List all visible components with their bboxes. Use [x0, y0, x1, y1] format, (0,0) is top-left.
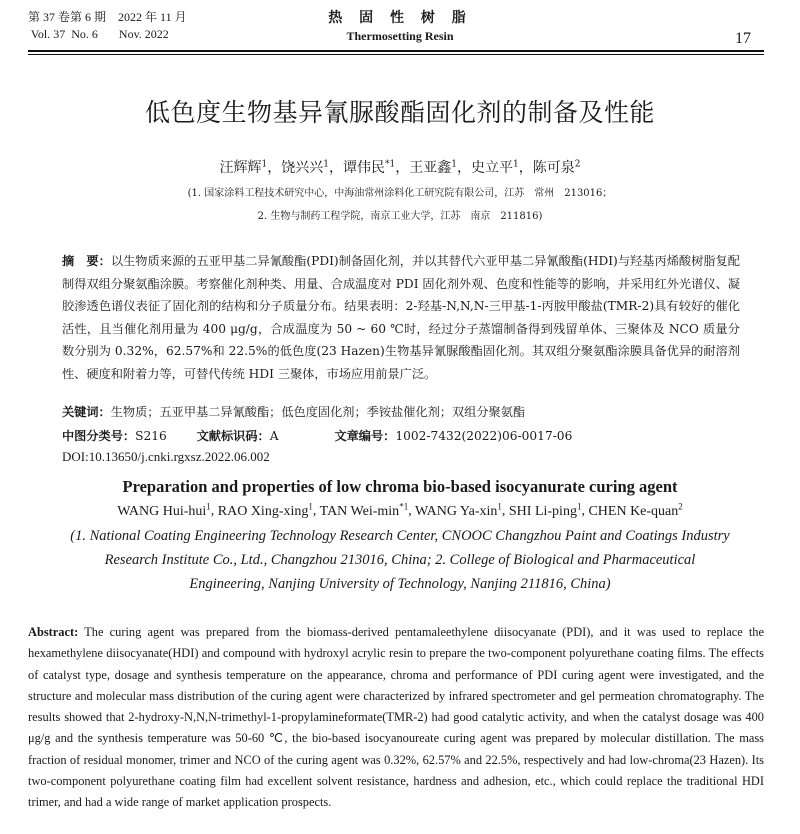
doi[interactable]: DOI:10.13650/j.cnki.rgxsz.2022.06.002	[62, 449, 270, 464]
journal-name-cn: 热 固 性 树 脂	[328, 10, 472, 26]
author-name: TAN Wei-min	[319, 503, 400, 519]
author-separator: ,	[408, 503, 415, 519]
article-no-value: 1002-7432(2022)06-0017-06	[395, 429, 573, 443]
author-affiliation-mark: 1	[576, 501, 582, 511]
author	[414, 501, 502, 519]
affiliation-cn-1: (1. 国家涂料工程技术研究中心，中海油常州涂料化工研究院有限公司，江苏 常州 213016；	[187, 188, 613, 199]
author-name: 汪辉辉	[219, 160, 262, 176]
author-affiliation-mark: 1	[308, 501, 313, 511]
author	[281, 160, 329, 176]
affiliations-en	[0, 524, 800, 596]
author-list-en	[0, 501, 800, 520]
date-cn: 2022 年 11 月	[118, 10, 187, 24]
clc-label: 中图分类号：	[62, 429, 136, 443]
abstract-en-label: Abstract:	[28, 625, 79, 639]
abstract-cn	[62, 250, 740, 386]
clc-value: S216	[135, 429, 167, 443]
author-affiliation-mark: 1	[323, 159, 330, 170]
author-separator: ，	[456, 160, 471, 176]
author-affiliation-mark: 1	[451, 159, 457, 170]
article-title-en: Preparation and properties of low chroma bio-based isocyanurate curing agent	[122, 477, 678, 496]
doc-code-label: 文献标识码：	[196, 429, 270, 443]
keywords-label: 关键词：	[62, 405, 111, 419]
author-affiliation-mark: 2	[678, 501, 683, 511]
author-affiliation-mark: 1	[512, 159, 519, 170]
header-rule-thin	[28, 54, 764, 55]
author	[343, 160, 395, 176]
author-affiliation-mark: 1	[497, 501, 502, 511]
author-separator: ,	[501, 503, 509, 519]
author-name: RAO Xing-xing	[217, 503, 309, 519]
abstract-en	[28, 622, 764, 814]
article-title-cn: 低色度生物基异氰脲酸酯固化剂的制备及性能	[144, 98, 655, 127]
author-name: SHI Li-ping	[508, 503, 577, 519]
abstract-en-text: The curing agent was prepared from the biomass-derived pentamaleethylene diisocyanate (PDI), and it was used to replace the hexamethylene diisocyanate(HDI) and compound with hydroxyl acrylic resin to prepare the two-component polyurethane coating films. The effects of catalyst type, dosage and synthesis temperature on the appearance, chroma and performance of PDI curing agent were investigated, and the structure and molecular mass distribution of the curing agent were characterized by infrared spectrometer and gel permeation chromatography. The results showed that 2-hydroxy-N,N,N-trimethyl-1-propylamineformate(TMR-2) had good catalytic activity, and when the catalyst dosage was 400 μg/g and the synthesis temperature was 50-60 ℃, the bio-based isocyanoureate curing agent was prepared by molecular distillation. The mass fraction of residual monomer, trimer and NCO of the curing agent was 0.32%, 62.57% and 22.5%, respectively and had low-chroma(23 Hazen). Its two-component polyurethane coating film had excellent solvent resistance, hardness and adhesion, etc., which could replace the traditional HDI trimer, and had a wide range of market application prospects.	[28, 625, 764, 810]
author-name: 饶兴兴	[281, 160, 324, 176]
author-affiliation-mark: 2	[574, 159, 581, 170]
header-rule-thick	[28, 50, 764, 52]
author-separator: ,	[210, 503, 218, 519]
page-number: 17	[735, 30, 751, 47]
affiliation-en-line-1: (1. National Coating Engineering Technology Research Center, CNOOC Changzhou Paint and Coatings Industry	[70, 528, 730, 544]
date-en: Nov. 2022	[118, 27, 169, 41]
author	[217, 501, 313, 519]
affiliation-en-line-2: Research Institute Co., Ltd., Changzhou 213016, China; 2. College of Biological and Pharmaceutical	[104, 552, 696, 568]
article-no-label: 文章编号：	[334, 429, 396, 443]
author	[220, 160, 268, 176]
author-name: 王亚鑫	[409, 160, 452, 176]
doc-code-value: A	[269, 429, 279, 443]
author	[117, 501, 211, 519]
keywords-cn	[62, 403, 762, 420]
volume-cn: 第 37 卷第 6 期	[28, 10, 107, 24]
author	[588, 501, 683, 519]
author	[319, 501, 409, 519]
keywords-text: 生物质；五亚甲基二异氰酸酯；低色度固化剂；季铵盐催化剂；双组分聚氨酯	[110, 405, 526, 419]
author-affiliation-mark: 1	[206, 501, 211, 511]
affiliation-cn-2: 2. 生物与制药工程学院，南京工业大学，江苏 南京 211816)	[257, 211, 543, 222]
affiliation-en-line-3: Engineering, Nanjing University of Technology, Nanjing 211816, China)	[189, 576, 611, 592]
abstract-cn-text: 以生物质来源的五亚甲基二异氰酸酯(PDI)制备固化剂，并以其替代六亚甲基二异氰酸酯(HDI)与羟基丙烯酸树脂复配制得双组分聚氨酯涂膜。考察催化剂种类、用量、合成温度对 PDI 固化剂外观、色度和性能等的影响，并采用红外光谱仪、凝胶渗透色谱仪表征了固化剂的结构和分子质量分布。结果表明：2-羟基-N,N,N-三甲基-1-丙胺甲酸盐(TMR-2)具有较好的催化活性，且当催化剂用量为 400 μg/g，合成温度为 50 ~ 60 ℃时，经过分子蒸馏制备得到残留单体、三聚体及 NCO 质量分数分别为 0.32%，62.57%和 22.5%的低色度(23 Hazen)生物基异氰脲酸酯固化剂。其双组分聚氨酯涂膜具备优异的耐溶剂性、硬度和附着力等，可替代传统 HDI 三聚体，市场应用前景广泛。	[62, 254, 740, 381]
author	[471, 160, 519, 176]
author-separator: ，	[329, 160, 344, 176]
author-separator: ,	[312, 503, 320, 519]
author-affiliation-mark: 1	[261, 159, 268, 170]
author-separator: ，	[395, 160, 410, 176]
author-name: 谭伟民	[343, 160, 386, 176]
journal-name	[0, 9, 800, 44]
author-separator: ，	[267, 160, 282, 176]
affiliations-cn	[0, 182, 800, 228]
volume-en: Vol. 37 No. 6	[30, 27, 98, 41]
author-affiliation-mark: *1	[385, 159, 396, 170]
author-separator: ，	[518, 160, 533, 176]
classification-line	[62, 427, 762, 444]
author-name: 陈可泉	[532, 160, 575, 176]
author-affiliation-mark: *1	[399, 501, 409, 511]
abstract-cn-label: 摘 要：	[62, 254, 111, 268]
author-list-cn	[0, 157, 800, 177]
author	[533, 160, 581, 176]
author-separator: ,	[581, 503, 589, 519]
author-name: WANG Hui-hui	[117, 503, 207, 519]
journal-name-en: Thermosetting Resin	[346, 29, 454, 43]
author-name: WANG Ya-xin	[414, 503, 498, 519]
author	[508, 501, 582, 519]
author-name: 史立平	[470, 160, 513, 176]
author	[409, 160, 457, 176]
author-name: CHEN Ke-quan	[588, 503, 679, 519]
